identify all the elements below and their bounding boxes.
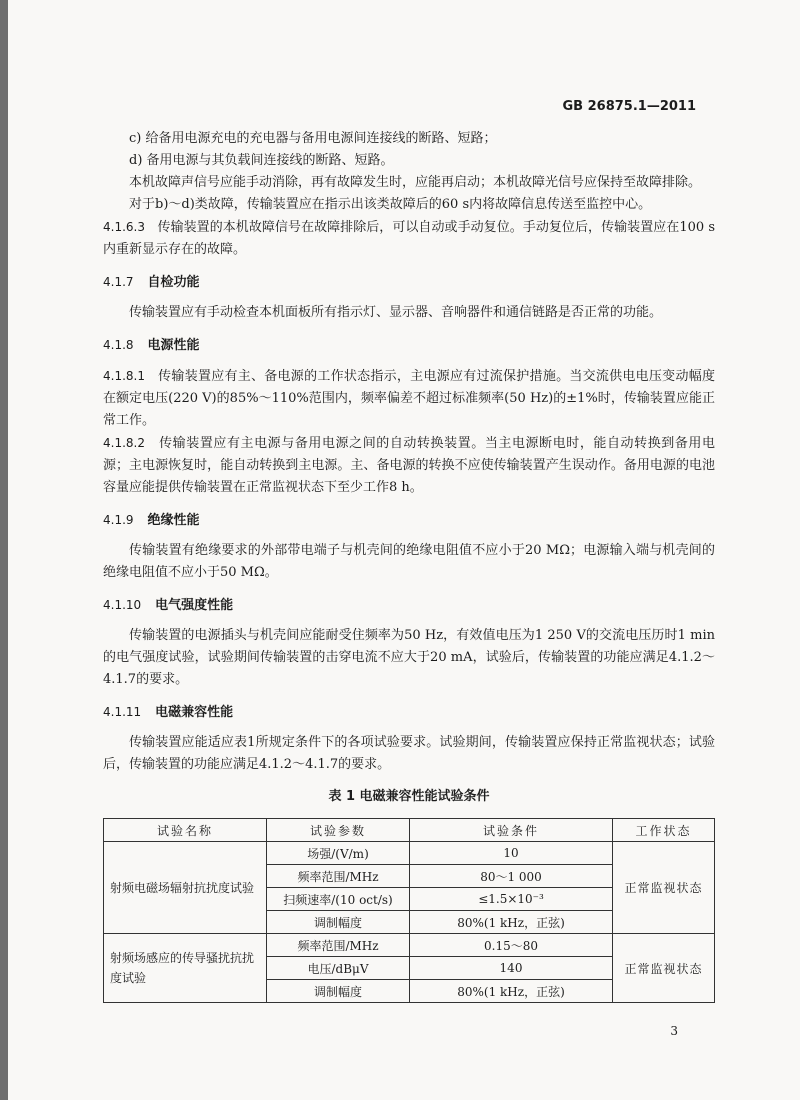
clause-4-1-8-1 — [103, 365, 715, 432]
section-title: 电气强度性能 — [155, 598, 234, 613]
section-number: 4.1.11 — [103, 705, 142, 719]
clause-number: 4.1.8.2 — [103, 436, 145, 450]
clause-number: 4.1.6.3 — [103, 220, 145, 234]
section-title: 电磁兼容性能 — [155, 705, 234, 720]
work-status-cell: 正常监视状态 — [613, 842, 715, 934]
section-heading-4-1-10 — [103, 594, 715, 617]
clause-text: 传输装置的本机故障信号在故障排除后，可以自动或手动复位。手动复位后，传输装置应在100 s内重新显示存在的故障。 — [103, 220, 715, 257]
test-param-cell: 频率范围/MHz — [267, 865, 410, 888]
test-param-cell: 电压/dBμV — [267, 957, 410, 980]
test-condition-cell: 80%(1 kHz，正弦) — [410, 911, 613, 934]
document-body — [103, 128, 715, 1003]
clause-text: 传输装置应有主电源与备用电源之间的自动转换装置。当主电源断电时，能自动转换到备用电源；主电源恢复时，能自动转换到主电源。主、备电源的转换不应使传输装置产生误动作。备用电源的电池容量应能提供传输装置在正常监视状态下至少工作8 h。 — [103, 436, 715, 495]
table-row — [104, 934, 715, 957]
test-condition-cell: 0.15～80 — [410, 934, 613, 957]
paragraph-fault-signal: 本机故障声信号应能手动消除，再有故障发生时，应能再启动；本机故障光信号应保持至故障排除。 — [129, 175, 702, 190]
work-status-cell: 正常监视状态 — [613, 934, 715, 1003]
list-item-d: d) 备用电源与其负载间连接线的断路、短路。 — [129, 153, 394, 168]
paragraph-self-test: 传输装置应有手动检查本机面板所有指示灯、显示器、音响器件和通信链路是否正常的功能。 — [129, 305, 663, 320]
clause-4-1-8-2 — [103, 432, 715, 499]
test-name-cell: 射频电磁场辐射抗扰度试验 — [104, 842, 267, 934]
paragraph-insulation: 传输装置有绝缘要求的外部带电端子与机壳间的绝缘电阻值不应小于20 MΩ；电源输入端与机壳间的绝缘电阻值不应小于50 MΩ。 — [103, 543, 715, 580]
section-number: 4.1.9 — [103, 513, 134, 527]
table-header-cell: 试验参数 — [267, 819, 410, 842]
clause-number: 4.1.8.1 — [103, 369, 145, 383]
test-name-cell: 射频场感应的传导骚扰抗扰度试验 — [104, 934, 267, 1003]
paragraph-fault-transmit: 对于b)～d)类故障，传输装置应在指示出该类故障后的60 s内将故障信息传送至监控中心。 — [129, 197, 652, 212]
test-condition-cell: 10 — [410, 842, 613, 865]
test-param-cell: 调制幅度 — [267, 911, 410, 934]
test-condition-cell: ≤1.5×10⁻³ — [410, 888, 613, 911]
table-header-cell: 试验条件 — [410, 819, 613, 842]
table-row — [104, 842, 715, 865]
list-item-c: c) 给备用电源充电的充电器与备用电源间连接线的断路、短路； — [129, 131, 497, 146]
paragraph-emc: 传输装置应能适应表1所规定条件下的各项试验要求。试验期间，传输装置应保持正常监视状态；试验后，传输装置的功能应满足4.1.2～4.1.7的要求。 — [103, 735, 715, 772]
test-condition-cell: 140 — [410, 957, 613, 980]
section-number: 4.1.10 — [103, 598, 142, 612]
section-title: 绝缘性能 — [147, 513, 200, 528]
clause-text: 传输装置应有主、备电源的工作状态指示，主电源应有过流保护措施。当交流供电电压变动幅度在额定电压(220 V)的85%～110%范围内，频率偏差不超过标准频率(50 Hz)的±1%时，传输装置应能正常工作。 — [103, 369, 715, 428]
test-condition-cell: 80～1 000 — [410, 865, 613, 888]
section-title: 电源性能 — [147, 338, 200, 353]
section-heading-4-1-8 — [103, 334, 715, 357]
table-header-row — [104, 819, 715, 842]
test-param-cell: 扫频速率/(10 oct/s) — [267, 888, 410, 911]
section-heading-4-1-9 — [103, 509, 715, 532]
clause-4-1-6-3 — [103, 216, 715, 261]
section-heading-4-1-11 — [103, 701, 715, 724]
table-caption: 表 1 电磁兼容性能试验条件 — [328, 789, 490, 804]
test-param-cell: 场强/(V/m) — [267, 842, 410, 865]
page-number: 3 — [670, 1024, 678, 1038]
section-number: 4.1.8 — [103, 338, 134, 352]
table-header-cell: 工作状态 — [613, 819, 715, 842]
test-param-cell: 频率范围/MHz — [267, 934, 410, 957]
test-param-cell: 调制幅度 — [267, 980, 410, 1003]
test-condition-cell: 80%(1 kHz，正弦) — [410, 980, 613, 1003]
scan-binding-edge — [0, 0, 8, 1100]
standard-number: GB 26875.1—2011 — [562, 99, 696, 114]
emc-test-table — [103, 818, 715, 1003]
section-heading-4-1-7 — [103, 271, 715, 294]
table-header-cell: 试验名称 — [104, 819, 267, 842]
section-number: 4.1.7 — [103, 275, 134, 289]
section-title: 自检功能 — [147, 275, 200, 290]
paragraph-electric-strength: 传输装置的电源插头与机壳间应能耐受住频率为50 Hz，有效值电压为1 250 V的交流电压历时1 min的电气强度试验，试验期间传输装置的击穿电流不应大于20 mA，试验后，传输装置的功能应满足4.1.2～4.1.7的要求。 — [103, 628, 715, 687]
